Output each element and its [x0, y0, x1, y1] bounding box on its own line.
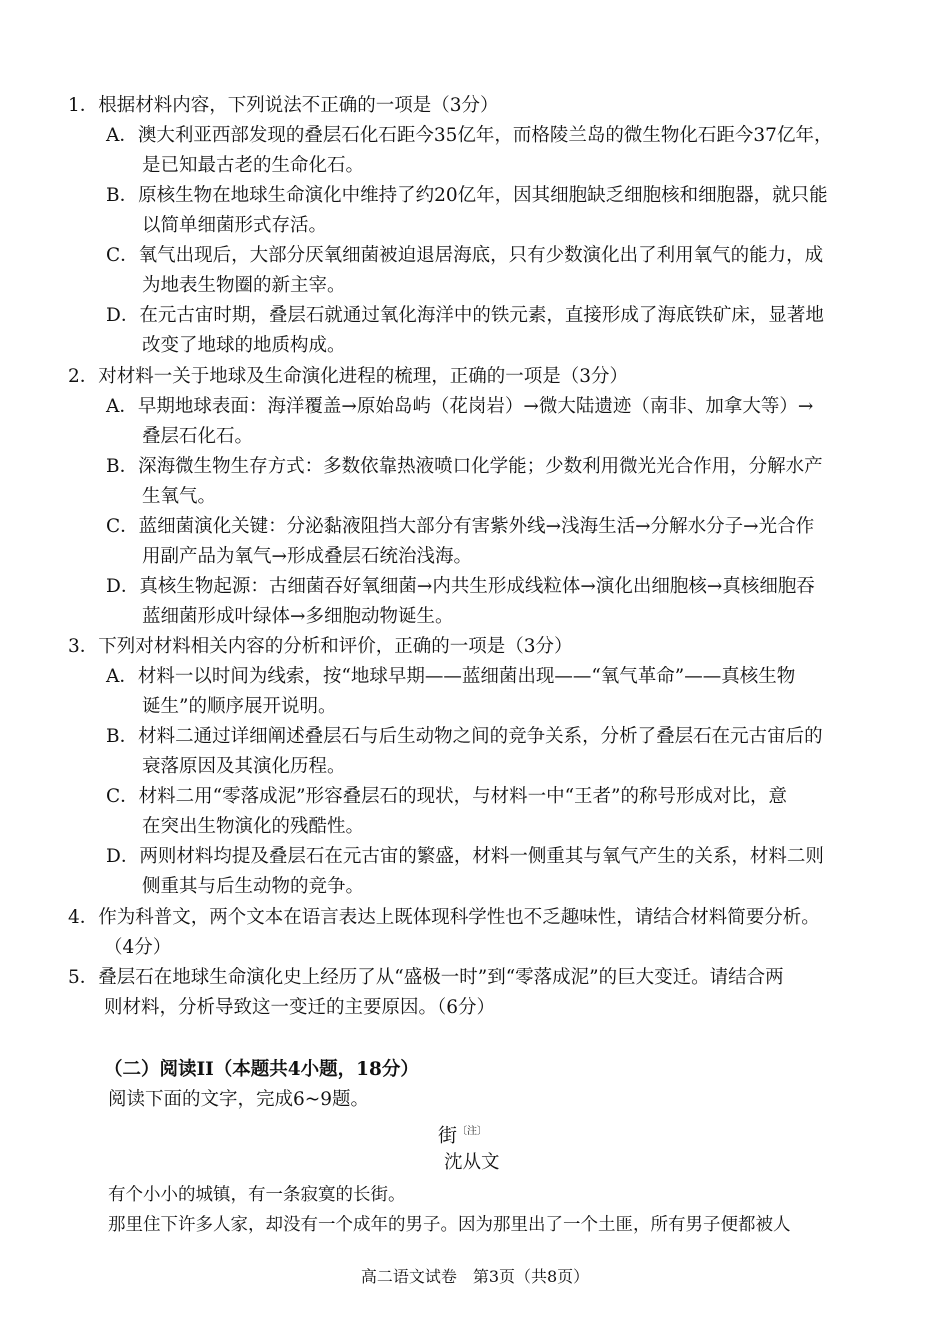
q2-option-c: C．蓝细菌演化关键：分泌黏液阻挡大部分有害紫外线→浅海生活→分解水分子→光合作 [106, 516, 815, 537]
q3-option-a: A．材料一以时间为线索，按“地球早期——蓝细菌出现——“氧气革命”——真核生物 [106, 666, 796, 687]
q1-option-b: B．原核生物在地球生命演化中维持了约20亿年，因其细胞缺乏细胞核和细胞器，就只能 [106, 185, 828, 206]
question-3-stem: 3．下列对材料相关内容的分析和评价，正确的一项是（3分） [68, 636, 573, 657]
q1-option-c-cont: 为地表生物圈的新主宰。 [142, 275, 346, 296]
question-1-stem: 1．根据材料内容，下列说法不正确的一项是（3分） [68, 95, 499, 116]
q3-option-b: B．材料二通过详细阐述叠层石与后生动物之间的竞争关系，分析了叠层石在元古宙后的 [106, 726, 823, 747]
q3-option-b-cont: 衰落原因及其演化历程。 [142, 756, 346, 777]
page-footer: 高二语文试卷 第3页（共8页） [360, 1267, 590, 1286]
q2-option-d-cont: 蓝细菌形成叶绿体→多细胞动物诞生。 [142, 606, 454, 627]
question-5-stem: 5．叠层石在地球生命演化史上经历了从“盛极一时”到“零落成泥”的巨大变迁。请结合两 [68, 967, 784, 988]
q1-option-c: C．氧气出现后，大部分厌氧细菌被迫退居海底，只有少数演化出了利用氧气的能力，成 [106, 245, 824, 266]
section-instruction: 阅读下面的文字，完成6~9题。 [108, 1089, 370, 1110]
question-2-stem: 2．对材料一关于地球及生命演化进程的梳理，正确的一项是（3分） [68, 366, 629, 387]
story-title-note: 〔注〕 [457, 1126, 488, 1137]
story-author: 沈从文 [444, 1152, 500, 1173]
story-paragraph-2: 那里住下许多人家，却没有一个成年的男子。因为那里出了一个土匪，所有男子便都被人 [108, 1215, 791, 1235]
story-title-text: 街 [438, 1124, 458, 1147]
q3-option-c: C．材料二用“零落成泥”形容叠层石的现状，与材料一中“王者”的称号形成对比，意 [106, 786, 787, 807]
q3-option-a-cont: 诞生”的顺序展开说明。 [142, 696, 337, 717]
section-heading: （二）阅读II（本题共4小题，18分） [104, 1059, 419, 1080]
q3-option-c-cont: 在突出生物演化的残酷性。 [142, 816, 365, 837]
q2-option-b-cont: 生氧气。 [142, 486, 217, 507]
q2-option-a-cont: 叠层石化石。 [142, 426, 254, 447]
question-4-cont: （4分） [104, 937, 172, 958]
story-title [438, 1117, 487, 1147]
q2-option-c-cont: 用副产品为氧气→形成叠层石统治浅海。 [142, 546, 473, 567]
question-5-cont: 则材料，分析导致这一变迁的主要原因。（6分） [104, 997, 496, 1018]
q1-option-a: A．澳大利亚西部发现的叠层石化石距今35亿年，而格陵兰岛的微生物化石距今37亿年， [106, 125, 833, 146]
q1-option-d: D．在元古宙时期，叠层石就通过氧化海洋中的铁元素，直接形成了海底铁矿床，显著地 [106, 305, 824, 326]
q1-option-d-cont: 改变了地球的地质构成。 [142, 335, 346, 356]
question-4-stem: 4．作为科普文，两个文本在语言表达上既体现科学性也不乏趣味性，请结合材料简要分析。 [68, 907, 820, 928]
q1-option-a-cont: 是已知最古老的生命化石。 [142, 155, 365, 176]
q2-option-d: D．真核生物起源：古细菌吞好氧细菌→内共生形成线粒体→演化出细胞核→真核细胞吞 [106, 576, 815, 597]
q2-option-a: A．早期地球表面：海洋覆盖→原始岛屿（花岗岩）→微大陆遗迹（南非、加拿大等）→ [106, 396, 814, 417]
q3-option-d-cont: 侧重其与后生动物的竞争。 [142, 876, 365, 897]
q2-option-b: B．深海微生物生存方式：多数依靠热液喷口化学能；少数利用微光光合作用，分解水产 [106, 456, 823, 477]
q3-option-d: D．两则材料均提及叠层石在元古宙的繁盛，材料一侧重其与氧气产生的关系，材料二则 [106, 846, 824, 867]
story-paragraph-1: 有个小小的城镇，有一条寂寞的长街。 [108, 1185, 406, 1205]
q1-option-b-cont: 以简单细菌形式存活。 [142, 215, 328, 236]
